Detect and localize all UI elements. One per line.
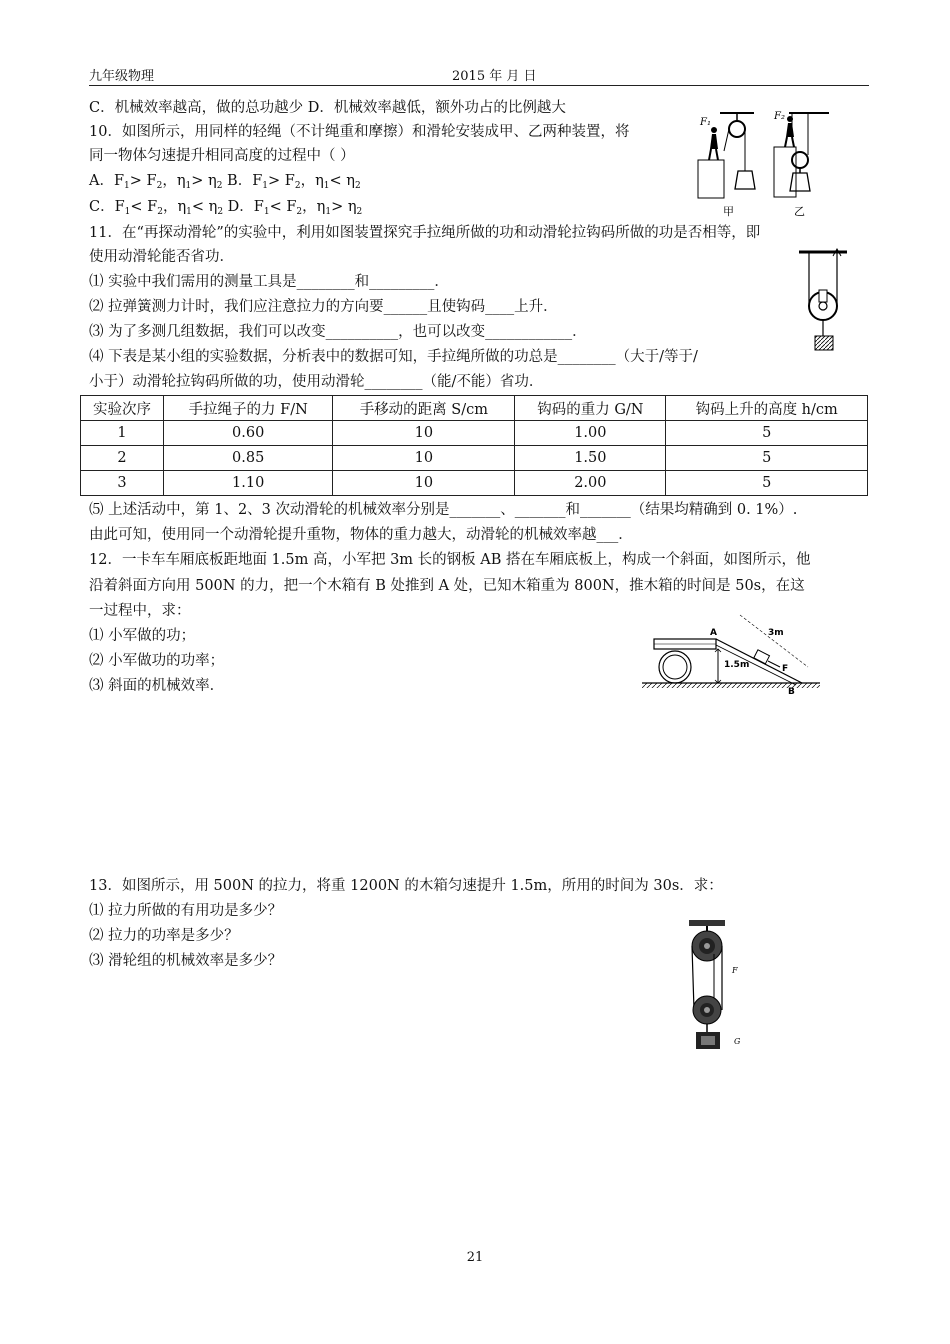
q11-stem-1: 11．在“再探动滑轮”的实验中，利用如图装置探究手拉绳所做的功和动滑轮拉钩码所做的功是否相等，即 — [89, 225, 761, 241]
pulley-force-label: F — [732, 966, 738, 975]
table-cell: 10 — [333, 446, 515, 471]
q10-pulley-figure — [694, 105, 844, 220]
table-row — [81, 446, 868, 471]
table-cell: 10 — [333, 421, 515, 446]
table-cell: 1 — [81, 421, 164, 446]
table-header: 手移动的距离 S/cm — [333, 396, 515, 421]
table-cell: 5 — [666, 421, 868, 446]
table-cell: 2.00 — [515, 471, 666, 496]
q11-part5-2: 由此可知，使用同一个动滑轮提升重物，物体的重力越大，动滑轮的机械效率越___． — [89, 527, 633, 543]
q13-part2: ⑵ 拉力的功率是多少？ — [89, 928, 239, 944]
person-icon — [709, 127, 718, 160]
table-cell: 3 — [81, 471, 164, 496]
f1-label: F₁ — [700, 117, 711, 128]
table-header-row — [81, 396, 868, 421]
header-subject: 九年级物理 — [89, 69, 155, 84]
ramp-height-label: 1.5m — [724, 660, 750, 670]
experiment-table — [80, 395, 868, 496]
ramp-length-label: 3m — [768, 628, 784, 638]
table-cell: 5 — [666, 446, 868, 471]
q13-part3: ⑶ 滑轮组的机械效率是多少？ — [89, 953, 283, 969]
q11-part1: ⑴ 实验中我们需用的测量工具是________和_________． — [89, 274, 449, 290]
table-cell: 2 — [81, 446, 164, 471]
page-number: 21 — [466, 1250, 484, 1265]
table-cell: 5 — [666, 471, 868, 496]
pulley-weight-label: G — [734, 1037, 741, 1046]
page-header — [89, 65, 869, 86]
table-cell: 1.10 — [164, 471, 333, 496]
label-yi: 乙 — [794, 205, 805, 218]
table-cell: 10 — [333, 471, 515, 496]
q10-stem-1: 10．如图所示，用同样的轻绳（不计绳重和摩擦）和滑轮安装成甲、乙两种装置，将 — [89, 124, 630, 140]
ramp-label-a: A — [710, 628, 717, 638]
f2-label: F₂ — [774, 111, 785, 122]
table-header: 实验次序 — [81, 396, 164, 421]
q11-part5-1: ⑸ 上述活动中，第 1、2、3 次动滑轮的机械效率分别是_______、_______和_______（结果均精确到 0. 1%）. — [89, 502, 798, 518]
q10-options-ab: A．$F_1> F_2$，$\eta_1> \eta_2$ B．$F_1> F_2$，$\eta_1< \eta_2$ — [89, 173, 361, 191]
q12-ramp-figure — [640, 605, 825, 695]
q10-options-cd: C．$F_1< F_2$，$\eta_1< \eta_2$ D．$F_1< F_2$，$\eta_1> \eta_2$ — [89, 199, 363, 217]
q11-part3: ⑶ 为了多测几组数据，我们可以改变__________，也可以改变____________． — [89, 324, 587, 340]
table-cell: 1.00 — [515, 421, 666, 446]
table-header: 钩码的重力 G/N — [515, 396, 666, 421]
table-header: 手拉绳子的力 F/N — [164, 396, 333, 421]
table-cell: 0.60 — [164, 421, 333, 446]
q13-stem: 13．如图所示，用 500N 的拉力，将重 1200N 的木箱匀速提升 1.5m，所用的时间为 30s．求： — [89, 878, 723, 894]
q11-stem-2: 使用动滑轮能否省功． — [89, 249, 234, 265]
table-cell: 0.85 — [164, 446, 333, 471]
q12-part2: ⑵ 小军做功的功率； — [89, 653, 225, 669]
table-cell: 1.50 — [515, 446, 666, 471]
q12-part3: ⑶ 斜面的机械效率． — [89, 678, 225, 694]
table-row — [81, 471, 868, 496]
ramp-label-b: B — [788, 687, 795, 695]
header-date: 2015 年 月 日 — [452, 69, 537, 84]
q9-options-cd: C．机械效率越高，做的总功越少 D．机械效率越低，额外功占的比例越大 — [89, 100, 566, 116]
q11-pulley-figure — [797, 248, 857, 358]
q12-stem-2: 沿着斜面方向用 500N 的力，把一个木箱有 B 处推到 A 处，已知木箱重为 800N，推木箱的时间是 50s，在这 — [89, 578, 805, 594]
q13-pulley-figure — [684, 918, 754, 1058]
q10-stem-2: 同一物体匀速提升相同高度的过程中（ ） — [89, 148, 355, 164]
table-header: 钩码上升的高度 h/cm — [666, 396, 868, 421]
table-row — [81, 421, 868, 446]
q12-part1: ⑴ 小军做的功； — [89, 628, 196, 644]
q11-part2: ⑵ 拉弹簧测力计时，我们应注意拉力的方向要______且使钩码____上升． — [89, 299, 558, 315]
label-jia: 甲 — [723, 205, 734, 218]
q11-part4-2: 小于）动滑轮拉钩码所做的功，使用动滑轮________（能/不能）省功． — [89, 374, 544, 390]
person-icon — [785, 116, 794, 147]
ramp-force-label: F — [782, 664, 789, 674]
q13-part1: ⑴ 拉力所做的有用功是多少？ — [89, 903, 283, 919]
q12-stem-3: 一过程中，求： — [89, 603, 191, 619]
q11-part4-1: ⑷ 下表是某小组的实验数据，分析表中的数据可知，手拉绳所做的功总是________（大于/等于/ — [89, 349, 698, 365]
q12-stem-1: 12．一卡车车厢底板距地面 1.5m 高，小军把 3m 长的钢板 AB 搭在车厢底板上，构成一个斜面，如图所示，他 — [89, 552, 811, 568]
